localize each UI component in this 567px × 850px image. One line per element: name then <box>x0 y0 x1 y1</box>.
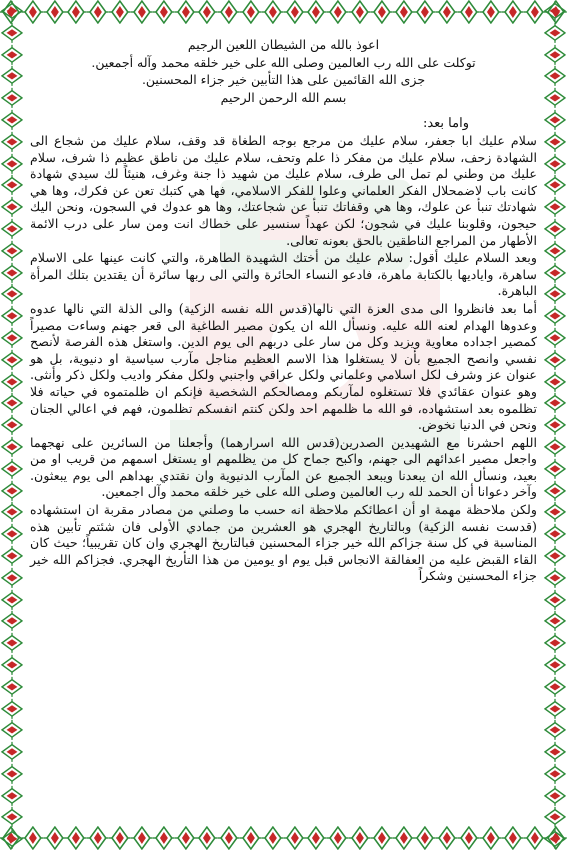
border-ornament-icon <box>1 86 23 110</box>
border-ornament-icon <box>349 826 371 850</box>
border-ornament-icon <box>240 0 262 24</box>
border-ornament-icon <box>544 260 566 284</box>
opening-invocations <box>30 36 537 106</box>
border-ornament-icon <box>544 413 566 437</box>
border-ornament-icon <box>544 566 566 590</box>
border-ornament-icon <box>544 239 566 263</box>
border-ornament-icon <box>65 826 87 850</box>
border-ornament-icon <box>240 826 262 850</box>
border-ornament-icon <box>544 86 566 110</box>
decorative-border-left <box>0 0 24 850</box>
border-ornament-icon <box>1 282 23 306</box>
intro-phrase: واما بعد: <box>422 116 469 131</box>
border-ornament-icon <box>393 826 415 850</box>
border-ornament-icon <box>131 826 153 850</box>
border-ornament-icon <box>544 195 566 219</box>
invocation-line-3: جزى الله القائمين على هذا التأبين خير جزاء المحسنين. <box>141 72 426 87</box>
border-ornament-icon <box>1 21 23 45</box>
border-ornament-icon <box>349 0 371 24</box>
border-ornament-icon <box>22 0 44 24</box>
border-ornament-icon <box>544 522 566 546</box>
border-ornament-icon <box>544 0 566 23</box>
border-ornament-icon <box>327 0 349 24</box>
border-ornament-icon <box>436 0 458 24</box>
border-ornament-icon <box>544 457 566 481</box>
border-ornament-icon <box>218 0 240 24</box>
border-ornament-icon <box>544 740 566 764</box>
border-ornament-icon <box>1 173 23 197</box>
border-ornament-icon <box>544 130 566 154</box>
border-ornament-icon <box>544 282 566 306</box>
border-ornament-icon <box>284 0 306 24</box>
border-ornament-icon <box>544 478 566 502</box>
border-ornament-icon <box>1 108 23 132</box>
border-ornament-icon <box>262 0 284 24</box>
border-ornament-icon <box>1 42 23 66</box>
border-ornament-icon <box>218 826 240 850</box>
border-ornament-icon <box>393 0 415 24</box>
border-ornament-icon <box>544 21 566 45</box>
border-ornament-icon <box>1 478 23 502</box>
border-ornament-icon <box>65 0 87 24</box>
border-ornament-icon <box>1 0 23 23</box>
border-ornament-icon <box>1 631 23 655</box>
border-ornament-icon <box>1 762 23 786</box>
border-ornament-icon <box>153 0 175 24</box>
paragraph-advice: أما بعد فانظروا الى مدى العزة التي نالها(قدس الله نفسه الزكية) والى الذلة التي نالها عدوه وعدوها الهدام لعنه الله عليه. ونسأل الله ان يكون مصير الطاغية الى قعر جهنم وساءت مصيراً كمصير اجداده معاوية ويزيد وكل من سار على دربهم الى يوم الدين. واستغل هذه الفرصة لأنصح نفسي وانصح الجميع بأن لا يستغلوا هذا الاسم العظيم مناجل مآرب سياسية او دنيوية، بل هو عنوان عز وشرف لكل اسلامي وعلماني ولكل عراقي واجنبي ولكل مفكر واديب ولكل ذكر وأنثى. وهو عنوان عقائدي فلا تستغلوه لمآربكم ومصالحكم الشخصية فإنكم ان ظلمتموه في حياته فلا تظلموه بعد استشهاده، فو الله ما ظلمهم احد ولكن كنتم انفسكم تظلمون، فهم في اعالي الجنان ونحن في الدنيا نخوض. <box>30 300 537 433</box>
border-ornament-icon <box>544 675 566 699</box>
paragraph-note: ولكن ملاحظة مهمة او أن اعطائكم ملاحظة انه حسب ما وصلني من مصادر مقربة ان استشهاده (قدست نفسه الزكية) وبالتاريخ الهجري هو العشرين من جمادي الأولى فان شئتم تأبين هذه المناسبة في كل سنة جزاكم الله خير جزاء المحسنين فبالتاريخ الهجري وان كان تقريبياً؛ حيث كان القاء القبض عليه من العفالقة الانجاس قبل يوم او يومين من هذا التأريخ الهجري. فجزاكم الله خير جزاء المحسنين وشكراً <box>30 502 537 584</box>
paragraph-salutation: سلام عليك ابا جعفر، سلام عليك من مرجع بوجه الطغاة قد وقف، سلام عليك من شجاع الى الشهادة زحف، سلام عليك من مفكر ذا علم وتحف، سلام عليك من ناطق عظيم ذا شرف، سلام عليك من وطني لم تمل الى طرف، سلام عليك من شهيد ذا جنة وغرف، هنيئاً لك سيدي شهادة كانت باب لاضمحلال الفكر العلماني وعلوا للفكر الاسلامي، فها هي كتبك تعن عن فكرك، وها هي شهادتك تنبأ عن علوك، وها هي وقفاتك تنبأ عن شجاعتك، وها هو عدوك في السجون، ونحن اليك حيجون، وقلوبنا عليك في شجون؛ لكن عهداً سنسير على خطاك انت ومن سار على درب الائمة الأطهار من المراجع الناطقين بالحق بعونه تعالى. <box>30 133 537 248</box>
paragraph-sister: وبعد السلام عليك أقول: سلام عليك من أختك الشهيدة الطاهرة، والتي كانت عينها على الاسلام ساهرة، واياديها بالكتابة ماهرة، فادعو النساء الحائرة والتي الى ربها سائرة أن يقتدين بتلك المرأة الباهرة. <box>30 250 537 299</box>
border-ornament-icon <box>1 348 23 372</box>
border-ornament-icon <box>1 718 23 742</box>
border-ornament-icon <box>544 609 566 633</box>
border-ornament-icon <box>44 826 66 850</box>
border-ornament-icon <box>544 544 566 568</box>
border-ornament-icon <box>458 826 480 850</box>
border-ornament-icon <box>1 413 23 437</box>
border-ornament-icon <box>1 239 23 263</box>
border-ornament-icon <box>1 457 23 481</box>
border-ornament-icon <box>544 108 566 132</box>
basmala-line: بسم الله الرحمن الرحيم <box>220 89 347 105</box>
border-ornament-icon <box>458 0 480 24</box>
border-ornament-icon <box>196 0 218 24</box>
border-ornament-icon <box>371 826 393 850</box>
border-ornament-icon <box>544 718 566 742</box>
border-ornament-icon <box>1 130 23 154</box>
border-ornament-icon <box>544 151 566 175</box>
border-ornament-icon <box>1 369 23 393</box>
border-ornament-icon <box>544 500 566 524</box>
border-ornament-icon <box>1 326 23 350</box>
border-ornament-icon <box>175 826 197 850</box>
decorative-border-top <box>0 0 567 24</box>
border-ornament-icon <box>131 0 153 24</box>
border-ornament-icon <box>414 826 436 850</box>
border-ornament-icon <box>87 826 109 850</box>
border-ornament-icon <box>544 64 566 88</box>
border-ornament-icon <box>305 0 327 24</box>
letter-body <box>30 114 537 585</box>
border-ornament-icon <box>544 587 566 611</box>
border-ornament-icon <box>1 151 23 175</box>
invocation-line-2: توكلت على الله رب العالمين وصلى الله على خير خلقه محمد وآله أجمعين. <box>91 54 476 70</box>
border-ornament-icon <box>87 0 109 24</box>
border-ornament-icon <box>544 435 566 459</box>
border-ornament-icon <box>1 391 23 415</box>
border-ornament-icon <box>544 653 566 677</box>
border-ornament-icon <box>1 195 23 219</box>
border-ornament-icon <box>371 0 393 24</box>
border-ornament-icon <box>44 0 66 24</box>
border-ornament-icon <box>544 304 566 328</box>
border-ornament-icon <box>480 0 502 24</box>
border-ornament-icon <box>284 826 306 850</box>
border-ornament-icon <box>1 675 23 699</box>
border-ornament-icon <box>109 0 131 24</box>
border-ornament-icon <box>544 631 566 655</box>
decorative-border-right <box>543 0 567 850</box>
border-ornament-icon <box>262 826 284 850</box>
border-ornament-icon <box>544 805 566 829</box>
border-ornament-icon <box>544 827 566 850</box>
border-ornament-icon <box>544 696 566 720</box>
border-ornament-icon <box>1 740 23 764</box>
border-ornament-icon <box>1 64 23 88</box>
border-ornament-icon <box>1 696 23 720</box>
border-ornament-icon <box>1 522 23 546</box>
border-ornament-icon <box>1 500 23 524</box>
paragraph-prayer: اللهم احشرنا مع الشهيدين الصدرين(قدس الله اسرارهما) وأجعلنا من السائرين على نهجهما واجعل مصير اعدائهم الى جهنم، واكبح جماح كل من يظلمهم او يستغل اسمهم من قريب او من بعيد، ونسأل الله ان يبعدنا ويبعد الجميع عن المآرب الدنيوية وان نقتدي بهداهم الى يوم يبعثون. وآخر دعوانا أن الحمد لله رب العالمين وصلى الله على خير خلقه محمد وآل اجمعين. <box>30 434 537 500</box>
border-ornament-icon <box>1 609 23 633</box>
border-ornament-icon <box>436 826 458 850</box>
decorative-border-bottom <box>0 826 567 850</box>
border-ornament-icon <box>544 369 566 393</box>
border-ornament-icon <box>1 566 23 590</box>
border-ornament-icon <box>502 826 524 850</box>
border-ornament-icon <box>196 826 218 850</box>
border-ornament-icon <box>1 587 23 611</box>
border-ornament-icon <box>109 826 131 850</box>
border-ornament-icon <box>480 826 502 850</box>
border-ornament-icon <box>305 826 327 850</box>
border-ornament-icon <box>1 544 23 568</box>
border-ornament-icon <box>544 326 566 350</box>
border-ornament-icon <box>327 826 349 850</box>
border-ornament-icon <box>1 653 23 677</box>
border-ornament-icon <box>1 827 23 850</box>
letter-page <box>30 36 537 826</box>
border-ornament-icon <box>544 173 566 197</box>
border-ornament-icon <box>153 826 175 850</box>
border-ornament-icon <box>1 805 23 829</box>
border-ornament-icon <box>414 0 436 24</box>
border-ornament-icon <box>544 762 566 786</box>
border-ornament-icon <box>544 348 566 372</box>
border-ornament-icon <box>1 304 23 328</box>
border-ornament-icon <box>1 435 23 459</box>
border-ornament-icon <box>1 217 23 241</box>
border-ornament-icon <box>502 0 524 24</box>
border-ornament-icon <box>22 826 44 850</box>
border-ornament-icon <box>1 260 23 284</box>
border-ornament-icon <box>175 0 197 24</box>
border-ornament-icon <box>544 42 566 66</box>
border-ornament-icon <box>544 391 566 415</box>
invocation-line-1: اعوذ بالله من الشيطان اللعين الرجيم <box>187 37 380 52</box>
border-ornament-icon <box>544 217 566 241</box>
